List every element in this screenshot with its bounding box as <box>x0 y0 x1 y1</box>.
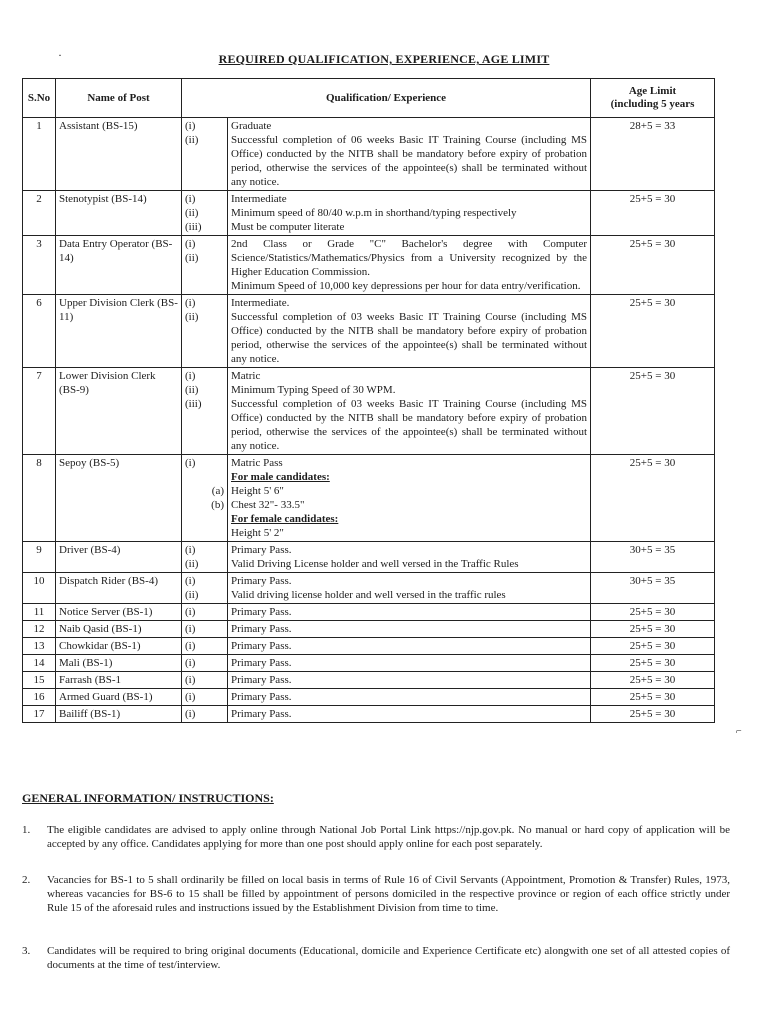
row-item-numbers <box>182 655 228 672</box>
qualification-item: Graduate <box>231 120 272 132</box>
row-post-name: Mali (BS-1) <box>56 655 182 672</box>
item-number: (iii) <box>185 221 202 233</box>
row-qualification <box>228 621 591 638</box>
row-item-numbers <box>182 542 228 573</box>
item-number: (i) <box>185 457 196 469</box>
item-number: (ii) <box>185 207 199 219</box>
table-row <box>23 236 715 295</box>
table-row <box>23 604 715 621</box>
qualification-item: Matric <box>231 370 261 382</box>
row-post-name: Farrash (BS-1 <box>56 672 182 689</box>
row-age-limit: 25+5 = 30 <box>591 368 715 455</box>
qualification-item: 2nd Class or Grade "C" Bachelor's degree with Computer Science/Statistics/Mathematics/Physics from a University recognized by the Higher Education Commission. <box>231 238 588 278</box>
row-age-limit: 28+5 = 33 <box>591 118 715 191</box>
row-post-name: Lower Division Clerk (BS-9) <box>56 368 182 455</box>
posts-table <box>22 78 715 723</box>
row-item-numbers <box>182 118 228 191</box>
row-post-name: Upper Division Clerk (BS-11) <box>56 295 182 368</box>
instruction-number: 1. <box>22 824 31 836</box>
header-post: Name of Post <box>56 79 182 118</box>
row-sno: 8 <box>23 455 56 542</box>
row-post-name: Driver (BS-4) <box>56 542 182 573</box>
row-item-numbers <box>182 689 228 706</box>
female-criteria-heading: For female candidates: <box>231 513 339 525</box>
row-age-limit: 30+5 = 35 <box>591 542 715 573</box>
qualification-item: Successful completion of 06 weeks Basic IT Training Course (including MS Office) conducted by the NITB shall be mandatory before expiry of probation period, otherwise the services of the appointee(s) shall be terminated without any notice. <box>231 134 588 188</box>
row-post-name: Bailiff (BS-1) <box>56 706 182 723</box>
item-number: (i) <box>185 691 196 703</box>
instruction-text: Candidates will be required to bring original documents (Educational, domicile and Experience Certificate etc) alongwith one set of all attested copies of documents at the time of test/interview. <box>47 945 730 971</box>
qualification-item: Primary Pass. <box>231 606 292 618</box>
row-qualification <box>228 368 591 455</box>
qualification-item: Primary Pass. <box>231 640 292 652</box>
qualification-item: Successful completion of 03 weeks Basic IT Training Course (including MS Office) conducted by the NITB shall be mandatory before expiry of probation period, otherwise the services of the appointee(s) shall be terminated without any notice. <box>231 398 588 452</box>
row-item-numbers <box>182 295 228 368</box>
item-number: (ii) <box>185 311 199 323</box>
item-number: (i) <box>185 708 196 720</box>
table-row <box>23 573 715 604</box>
instruction-number: 3. <box>22 945 31 957</box>
row-sno: 13 <box>23 638 56 655</box>
item-number: (ii) <box>185 589 199 601</box>
row-item-numbers <box>182 368 228 455</box>
qualification-item: Intermediate <box>231 193 287 205</box>
table-row <box>23 295 715 368</box>
row-item-numbers <box>182 638 228 655</box>
item-number: (i) <box>185 238 196 250</box>
row-sno: 3 <box>23 236 56 295</box>
row-age-limit: 25+5 = 30 <box>591 236 715 295</box>
row-sno: 17 <box>23 706 56 723</box>
item-number: (ii) <box>185 134 199 146</box>
header-age-line2: (including 5 years <box>610 98 695 110</box>
item-number: (ii) <box>185 384 199 396</box>
row-sno: 14 <box>23 655 56 672</box>
table-body <box>23 118 715 723</box>
header-age-line1: Age Limit <box>628 85 677 97</box>
row-qualification <box>228 573 591 604</box>
row-post-name: Dispatch Rider (BS-4) <box>56 573 182 604</box>
row-post-name: Naib Qasid (BS-1) <box>56 621 182 638</box>
item-number: (i) <box>185 640 196 652</box>
row-age-limit: 25+5 = 30 <box>591 295 715 368</box>
row-qualification <box>228 542 591 573</box>
row-age-limit: 25+5 = 30 <box>591 638 715 655</box>
row-qualification <box>228 672 591 689</box>
item-number: (i) <box>185 370 196 382</box>
row-post-name: Armed Guard (BS-1) <box>56 689 182 706</box>
item-number: (i) <box>185 623 196 635</box>
row-age-limit: 25+5 = 30 <box>591 655 715 672</box>
item-number: (b) <box>211 499 224 511</box>
row-post-name: Data Entry Operator (BS-14) <box>56 236 182 295</box>
qualification-item: Successful completion of 03 weeks Basic IT Training Course (including MS Office) conducted by the NITB shall be mandatory before expiry of probation period, otherwise the services of the appointee(s) shall be terminated without any notice. <box>231 311 588 365</box>
row-age-limit: 25+5 = 30 <box>591 621 715 638</box>
item-number: (a) <box>211 485 224 497</box>
female-criteria-item: Height 5' 2" <box>231 527 284 539</box>
instruction-item <box>22 944 730 972</box>
row-qualification <box>228 604 591 621</box>
qualification-item: Matric Pass <box>231 457 283 469</box>
row-sno: 1 <box>23 118 56 191</box>
qualification-item: Primary Pass. <box>231 708 292 720</box>
row-qualification <box>228 689 591 706</box>
stray-mark: · <box>58 48 62 62</box>
row-age-limit: 25+5 = 30 <box>591 191 715 236</box>
instruction-text: Vacancies for BS-1 to 5 shall ordinarily be filled on local basis in terms of Rule 16 of Civil Servants (Appointment, Promotion & Transfer) Rules, 1973, whereas vacancies for BS-6 to 15 shall be filled by appointment of persons domiciled in the respective province or region of each office strictly under Rule 15 of the aforesaid rules and instructions issued by the Establishment Division from time to time. <box>47 874 730 914</box>
row-item-numbers <box>182 672 228 689</box>
item-number: (i) <box>185 544 196 556</box>
header-qualification: Qualification/ Experience <box>182 79 591 118</box>
table-row <box>23 655 715 672</box>
item-number: (iii) <box>185 398 202 410</box>
row-age-limit: 25+5 = 30 <box>591 706 715 723</box>
table-row <box>23 706 715 723</box>
row-item-numbers <box>182 191 228 236</box>
item-number: (ii) <box>185 558 199 570</box>
qualification-item: Valid Driving License holder and well versed in the Traffic Rules <box>231 558 519 570</box>
row-sno: 9 <box>23 542 56 573</box>
row-sno: 7 <box>23 368 56 455</box>
row-qualification <box>228 455 591 542</box>
row-post-name: Sepoy (BS-5) <box>56 455 182 542</box>
row-post-name: Notice Server (BS-1) <box>56 604 182 621</box>
item-number: (ii) <box>185 252 199 264</box>
item-number: (i) <box>185 193 196 205</box>
item-number: (i) <box>185 575 196 587</box>
row-sno: 11 <box>23 604 56 621</box>
table-header-row <box>23 79 715 118</box>
qualification-item: Primary Pass. <box>231 623 292 635</box>
row-qualification <box>228 191 591 236</box>
male-criteria-heading: For male candidates: <box>231 471 330 483</box>
row-sno: 12 <box>23 621 56 638</box>
qualification-item: Primary Pass. <box>231 544 292 556</box>
row-age-limit: 25+5 = 30 <box>591 455 715 542</box>
row-sno: 6 <box>23 295 56 368</box>
row-age-limit: 25+5 = 30 <box>591 672 715 689</box>
row-qualification <box>228 706 591 723</box>
instruction-text: The eligible candidates are advised to apply online through National Job Portal Link https://njp.gov.pk. No manual or hard copy of application will be accepted by any office. Candidates applying for more than one post should apply online for each post separately. <box>47 824 730 850</box>
stray-mark: ⌐ <box>736 726 742 737</box>
table-row <box>23 455 715 542</box>
row-sno: 16 <box>23 689 56 706</box>
row-qualification <box>228 638 591 655</box>
qualification-item: Minimum Typing Speed of 30 WPM. <box>231 384 396 396</box>
qualification-item: Primary Pass. <box>231 657 292 669</box>
table-row <box>23 672 715 689</box>
row-item-numbers <box>182 455 228 542</box>
row-age-limit: 25+5 = 30 <box>591 604 715 621</box>
row-sno: 15 <box>23 672 56 689</box>
item-number: (i) <box>185 297 196 309</box>
qualification-item: Minimum speed of 80/40 w.p.m in shorthand/typing respectively <box>231 207 517 219</box>
qualification-item: Intermediate. <box>231 297 290 309</box>
table-row <box>23 621 715 638</box>
row-post-name: Assistant (BS-15) <box>56 118 182 191</box>
item-number: (i) <box>185 606 196 618</box>
table-row <box>23 689 715 706</box>
instruction-item <box>22 823 730 851</box>
table-row <box>23 191 715 236</box>
row-post-name: Chowkidar (BS-1) <box>56 638 182 655</box>
male-criteria-item: Height 5' 6" <box>231 485 284 497</box>
qualification-item: Must be computer literate <box>231 221 345 233</box>
male-criteria-item: Chest 32"- 33.5" <box>231 499 305 511</box>
item-number: (i) <box>185 120 196 132</box>
row-age-limit: 30+5 = 35 <box>591 573 715 604</box>
qualification-item: Valid driving license holder and well versed in the traffic rules <box>231 589 506 601</box>
header-age-limit <box>591 79 715 118</box>
instruction-item <box>22 873 730 915</box>
instruction-number: 2. <box>22 874 31 886</box>
qualification-item: Primary Pass. <box>231 575 292 587</box>
item-number: (i) <box>185 657 196 669</box>
row-item-numbers <box>182 706 228 723</box>
table-row <box>23 542 715 573</box>
row-sno: 10 <box>23 573 56 604</box>
table-row <box>23 638 715 655</box>
row-item-numbers <box>182 573 228 604</box>
table-row <box>23 368 715 455</box>
row-sno: 2 <box>23 191 56 236</box>
row-item-numbers <box>182 604 228 621</box>
header-sno: S.No <box>23 79 56 118</box>
item-number: (i) <box>185 674 196 686</box>
row-qualification <box>228 118 591 191</box>
page-title: REQUIRED QUALIFICATION, EXPERIENCE, AGE LIMIT <box>218 52 550 66</box>
row-qualification <box>228 236 591 295</box>
table-row <box>23 118 715 191</box>
general-info-title: GENERAL INFORMATION/ INSTRUCTIONS: <box>22 791 274 805</box>
qualification-item: Primary Pass. <box>231 674 292 686</box>
row-age-limit: 25+5 = 30 <box>591 689 715 706</box>
row-qualification <box>228 295 591 368</box>
row-post-name: Stenotypist (BS-14) <box>56 191 182 236</box>
qualification-item: Minimum Speed of 10,000 key depressions per hour for data entry/verification. <box>231 280 581 292</box>
row-item-numbers <box>182 621 228 638</box>
row-item-numbers <box>182 236 228 295</box>
qualification-item: Primary Pass. <box>231 691 292 703</box>
row-qualification <box>228 655 591 672</box>
